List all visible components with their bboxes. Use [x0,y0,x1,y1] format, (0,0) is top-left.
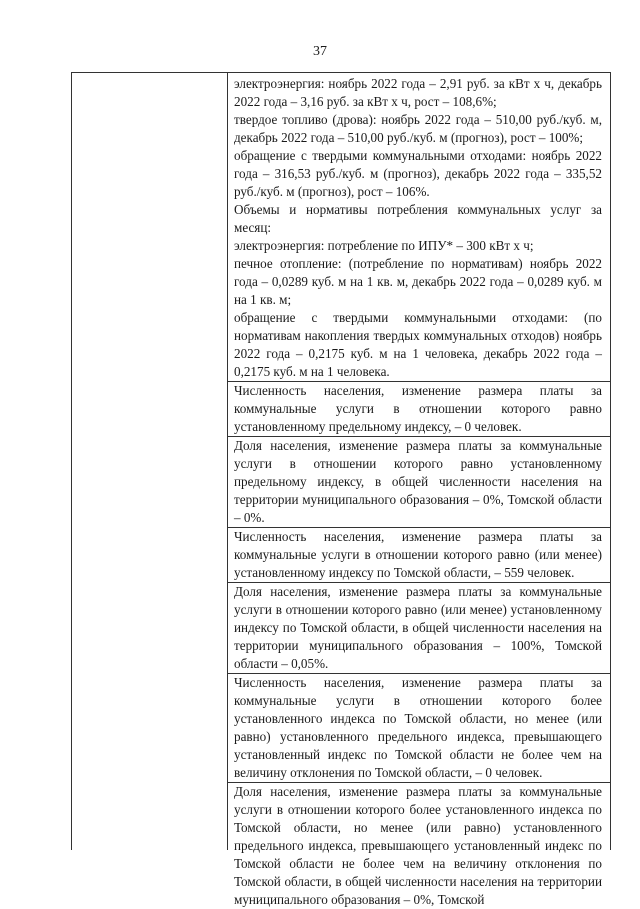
consumption-stove-heating-paragraph: печное отопление: (потребление по нормативам) ноябрь 2022 года – 0,0289 куб. м на 1 кв. м, декабрь 2022 года – 0,0289 куб. м на 1 кв. м; [234,256,602,307]
tariff-solid-waste-paragraph: обращение с твердыми коммунальными отходами: ноябрь 2022 года – 316,53 руб./куб. м (прогноз), декабрь 2022 года – 335,52 руб./куб. м (прогноз), рост – 106%. [234,148,602,199]
tariff-solid-fuel-paragraph: твердое топливо (дрова): ноябрь 2022 года – 510,00 руб./куб. м, декабрь 2022 года – 510,00 руб./куб. м (прогноз), рост – 100%; [234,112,602,145]
table-left-column [72,73,228,850]
consumption-volumes-heading: Объемы и нормативы потребления коммунальных услуг за месяц: [234,202,602,235]
consumption-solid-waste-paragraph: обращение с твердыми коммунальными отходами: (по нормативам накопления твердых коммунальных отходов) ноябрь 2022 года – 0,2175 куб. м на 1 человека, декабрь 2022 года – 0,2175 куб. м на 1 человека. [234,310,602,379]
population-equal-limit-share: Доля населения, изменение размера платы за коммунальные услуги в отношении которого равно установленному предельному индексу, в общей численности населения на территории муниципального образования – 0%, Томской области – 0%. [228,436,610,527]
table-right-column [228,73,610,909]
population-equal-limit-count: Численность населения, изменение размера платы за коммунальные услуги в отношении которого равно установленному предельному индексу, – 0 человек. [228,381,610,436]
population-equal-or-less-count: Численность населения, изменение размера платы за коммунальные услуги в отношении которого равно (или менее) установленному индексу по Томской области, – 559 человек. [228,527,610,582]
population-above-index-share: Доля населения, изменение размера платы за коммунальные услуги в отношении которого более установленного индекса по Томской области, но менее (или равно) установленного предельного индекса, превышающего установленный индекс по Томской области не более чем на величину отклонения по Томской области, в общей численности населения на территории муниципального образования – 0%, Томской [228,782,610,909]
consumption-electricity-paragraph: электроэнергия: потребление по ИПУ* – 300 кВт х ч; [234,238,534,253]
tariff-electricity-paragraph: электроэнергия: ноябрь 2022 года – 2,91 руб. за кВт х ч, декабрь 2022 года – 3,16 руб. за кВт х ч, рост – 108,6%; [234,76,602,109]
document-table [71,72,611,907]
population-above-index-count: Численность населения, изменение размера платы за коммунальные услуги в отношении которого более установленного индекса по Томской области, но менее (или равно) установленного предельного индекса, превышающего установленный индекс по Томской области не более чем на величину отклонения по Томской области, – 0 человек. [228,673,610,782]
page-number: 37 [313,44,327,59]
population-equal-or-less-share: Доля населения, изменение размера платы за коммунальные услуги в отношении которого равно (или менее) установленному индексу по Томской области, в общей численности населения на территории муниципального образования – 100%, Томской области – 0,05%. [228,582,610,673]
